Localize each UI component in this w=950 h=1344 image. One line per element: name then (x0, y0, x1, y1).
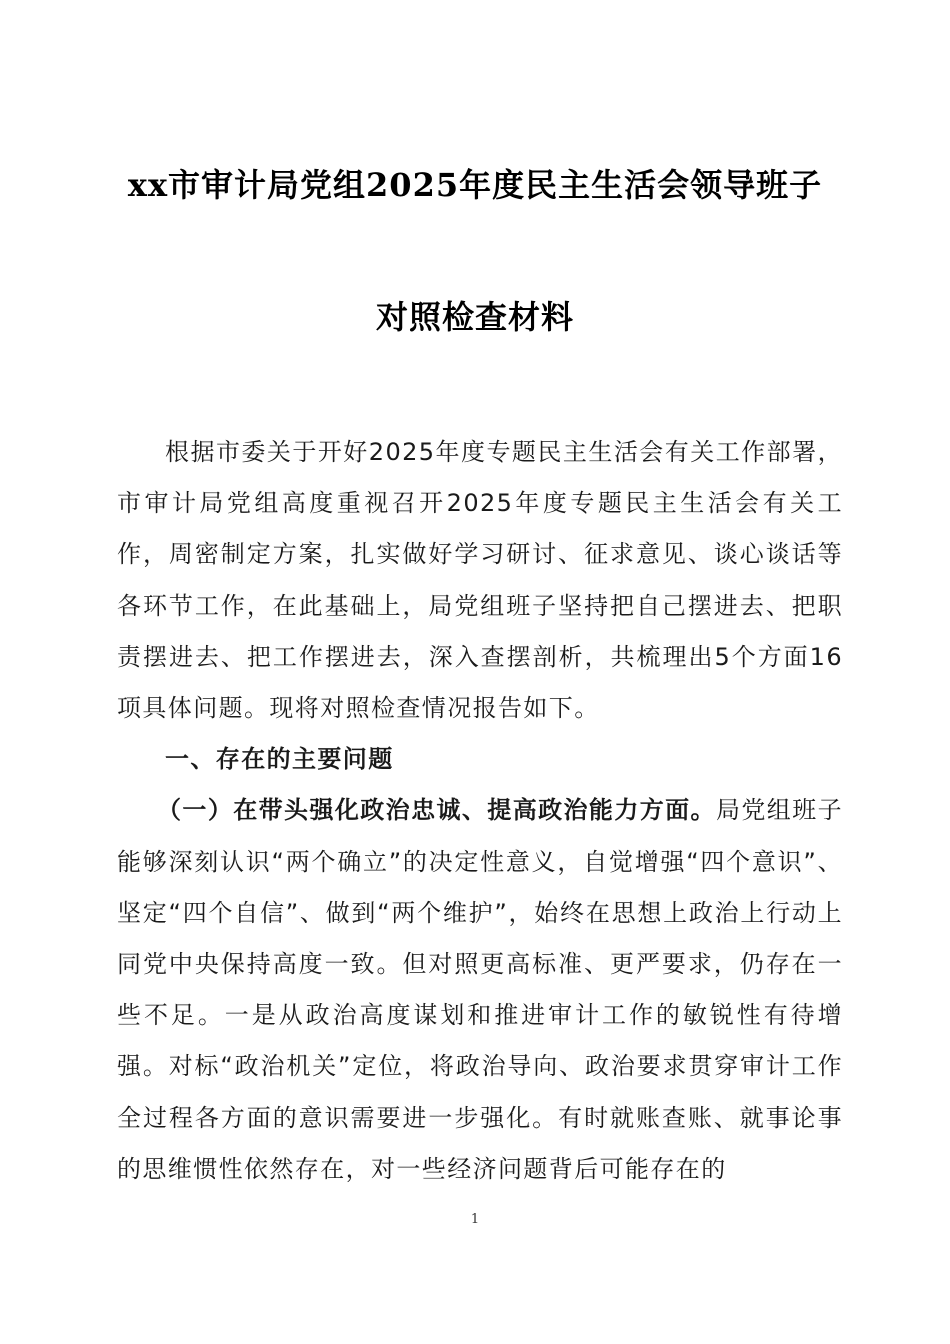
document-title-line-2: 对照检查材料 (375, 298, 574, 336)
intro-paragraph: 根据市委关于开好2025年度专题民主生活会有关工作部署，市审计局党组高度重视召开2025年度专题民主生活会有关工作，周密制定方案，扎实做好学习研讨、征求意见、谈心谈话等各环节工作，在此基础上，局党组班子坚持把自己摆进去、把职责摆进去、把工作摆进去，深入查摆剖析，共梳理出5个方面16项具体问题。现将对照检查情况报告如下。 (117, 438, 843, 723)
subsection-heading: （一）在带头强化政治忠诚、提高政治能力方面。 (157, 796, 716, 825)
section-heading: 一、存在的主要问题 (165, 745, 394, 774)
subsection-paragraph (117, 785, 843, 1195)
page-number: 1 (470, 1212, 480, 1227)
document-body (117, 427, 843, 1195)
document-title-line-1: xx市审计局党组2025年度民主生活会领导班子 (127, 166, 823, 204)
subsection-body: 局党组班子能够深刻认识“两个确立”的决定性意义，自觉增强“四个意识”、坚定“四个自信”、做到“两个维护”，始终在思想上政治上行动上同党中央保持高度一致。但对照更高标准、更严要求，仍存在一些不足。一是从政治高度谋划和推进审计工作的敏锐性有待增强。对标“政治机关”定位，将政治导向、政治要求贯穿审计工作全过程各方面的意识需要进一步强化。有时就账查账、就事论事的思维惯性依然存在，对一些经济问题背后可能存在的 (117, 796, 843, 1183)
